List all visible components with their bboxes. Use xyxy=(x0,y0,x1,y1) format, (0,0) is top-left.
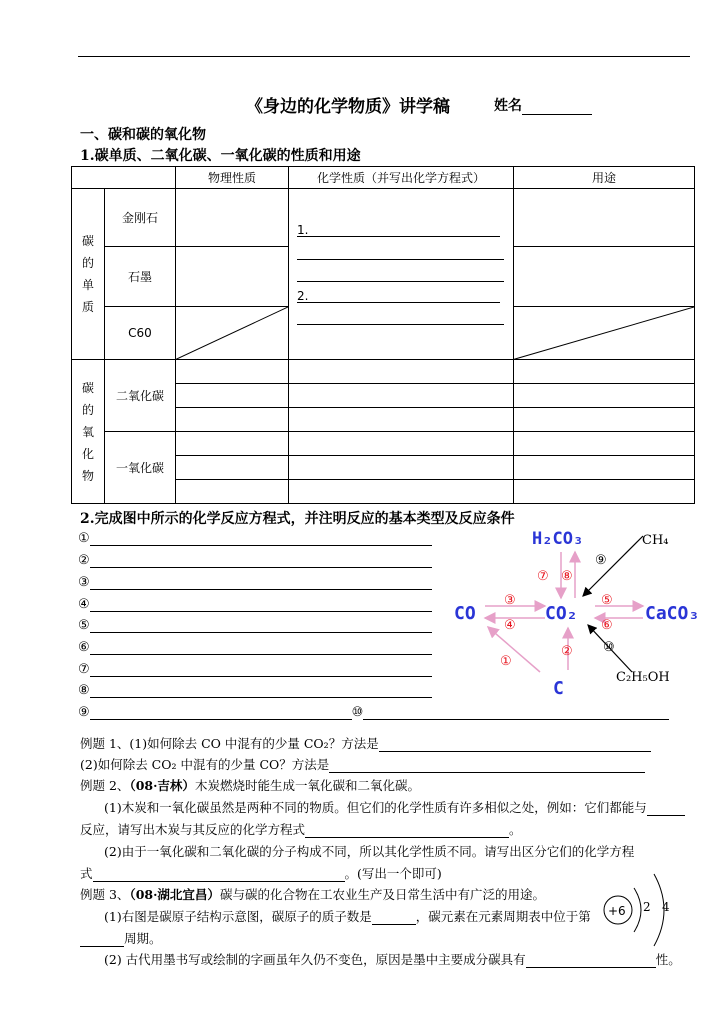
diagonal-cell xyxy=(514,306,695,359)
answer-blank[interactable] xyxy=(379,737,651,752)
table-cell[interactable] xyxy=(176,360,289,384)
answer-line xyxy=(297,302,500,303)
table-cell[interactable] xyxy=(514,432,695,456)
table-cell[interactable] xyxy=(514,456,695,480)
table-cell[interactable] xyxy=(289,432,514,456)
co-label: CO xyxy=(454,603,476,624)
reaction-number: ⑥ xyxy=(78,640,90,655)
example3-q1-line2: 周期。 xyxy=(80,929,162,947)
page-title: 《身边的化学物质》讲学稿 xyxy=(246,97,450,117)
reaction-answer-item xyxy=(78,530,432,546)
subsection-heading-1: 1.碳单质、二氧化碳、一氧化碳的性质和用途 xyxy=(80,148,361,164)
reaction-number: ⑤ xyxy=(78,618,90,633)
shell1-electrons: 2 xyxy=(643,900,651,914)
table-cell[interactable] xyxy=(514,189,695,247)
subsection-heading-2: 2.完成图中所示的化学反应方程式，并注明反应的基本类型及反应条件 xyxy=(80,511,515,527)
table-row xyxy=(72,189,695,247)
table-cell[interactable] xyxy=(176,480,289,504)
answer-blank[interactable] xyxy=(90,662,432,677)
answer-blank[interactable] xyxy=(372,910,416,925)
table-cell[interactable] xyxy=(176,247,289,306)
answer-line xyxy=(297,324,504,325)
reaction-number-6: ⑥ xyxy=(601,618,613,633)
table-cell[interactable] xyxy=(514,360,695,384)
reaction-number: ⑦ xyxy=(78,662,90,677)
reaction-number: ④ xyxy=(78,597,90,612)
table-cell[interactable] xyxy=(514,247,695,306)
answer-blank[interactable] xyxy=(90,705,352,720)
group-label-carbon-oxide: 碳 的 氧 化 物 xyxy=(72,360,105,504)
reaction-number-4: ④ xyxy=(504,618,516,633)
example2-q1-line2: 反应，请写出木炭与其反应的化学方程式 。 xyxy=(80,822,522,837)
reaction-answer-item xyxy=(78,661,432,677)
col-header-chemical: 化学性质（并写出化学方程式） xyxy=(289,167,514,189)
reaction-answer-item xyxy=(78,574,432,590)
answer-line xyxy=(297,281,504,282)
reaction-diagram xyxy=(440,522,715,702)
reaction-answer-item xyxy=(78,682,432,698)
reaction-number-10: ⑩ xyxy=(603,640,615,655)
reaction-number-3: ③ xyxy=(504,593,516,608)
arrow-1 xyxy=(488,627,540,672)
name-blank[interactable] xyxy=(522,100,592,115)
co2-label: CO₂ xyxy=(545,603,578,624)
reaction-answer-item xyxy=(78,552,432,568)
table-header-row xyxy=(72,167,695,189)
example3-q1-line1: (1)右图是碳原子结构示意图，碳原子的质子数是 ，碳元素在元素周期表中位于第 xyxy=(104,909,591,924)
answer-blank[interactable] xyxy=(90,597,432,612)
answer-blank[interactable] xyxy=(363,705,669,720)
ch4-label: CH₄ xyxy=(642,533,669,548)
reaction-number-9: ⑨ xyxy=(595,553,607,568)
table-cell[interactable] xyxy=(289,480,514,504)
reaction-number: ⑩ xyxy=(351,705,364,720)
answer-blank[interactable] xyxy=(90,618,432,633)
answer-blank[interactable] xyxy=(329,758,645,773)
electron-shell-1 xyxy=(634,888,641,932)
h2co3-label: H₂CO₃ xyxy=(532,529,584,549)
carbon-atom-diagram xyxy=(596,866,676,950)
table-cell[interactable] xyxy=(289,408,514,432)
reaction-number: ② xyxy=(78,553,90,568)
row-label-co: 一氧化碳 xyxy=(105,432,176,504)
name-field xyxy=(494,95,592,115)
table-cell[interactable] xyxy=(176,384,289,408)
table-cell[interactable] xyxy=(176,408,289,432)
answer-blank[interactable] xyxy=(526,953,656,968)
example2-q1-line1: (1)木炭和一氧化碳虽然是两种不同的物质。但它们的化学性质有许多相似之处，例如：它们都能与 xyxy=(104,798,685,816)
answer-blank[interactable] xyxy=(90,575,432,590)
properties-table xyxy=(71,166,695,504)
chem-properties-cell[interactable]: 1. 2. xyxy=(289,189,514,360)
example2-q2-line2: 式 。(写出一个即可) xyxy=(80,866,442,881)
answer-blank[interactable] xyxy=(90,640,432,655)
reaction-number-1: ① xyxy=(500,654,512,669)
reaction-number: ⑨ xyxy=(78,705,90,720)
reaction-number-2: ② xyxy=(561,644,573,659)
shell2-electrons: 4 xyxy=(662,900,670,914)
group-label-carbon-element: 碳 的 单 质 xyxy=(72,189,105,360)
row-label-graphite: 石墨 xyxy=(105,247,176,306)
reaction-number-5: ⑤ xyxy=(601,593,613,608)
header-rule xyxy=(78,56,690,57)
section-heading: 一、碳和碳的氧化物 xyxy=(80,127,206,143)
col-header-use: 用途 xyxy=(514,167,695,189)
answer-line xyxy=(297,236,500,237)
table-cell[interactable] xyxy=(176,189,289,247)
reaction-number-7: ⑦ xyxy=(537,569,549,584)
reaction-number: ⑧ xyxy=(78,683,90,698)
row-label-diamond: 金刚石 xyxy=(105,189,176,247)
c-label: C xyxy=(553,678,564,699)
table-cell[interactable] xyxy=(176,456,289,480)
col-header-physical: 物理性质 xyxy=(176,167,289,189)
answer-blank[interactable] xyxy=(80,932,124,947)
table-row xyxy=(72,432,695,456)
table-cell[interactable] xyxy=(289,384,514,408)
example1-q1: 例题 1、(1)如何除去 CO 中混有的少量 CO₂？方法是 xyxy=(80,734,651,752)
example3-q2: (2) 古代用墨书写或绘制的字画虽年久仍不变色，原因是墨中主要成分碳具有 性。 xyxy=(104,952,681,967)
table-cell[interactable] xyxy=(289,360,514,384)
c2h5oh-label: C₂H₅OH xyxy=(616,670,670,685)
arrow-9 xyxy=(583,536,643,596)
row-label-c60: C60 xyxy=(105,306,176,359)
reaction-number: ① xyxy=(78,531,90,546)
table-corner-cell xyxy=(72,167,176,189)
table-cell[interactable] xyxy=(514,384,695,408)
reaction-number-8: ⑧ xyxy=(561,569,573,584)
answer-blank[interactable] xyxy=(305,823,509,838)
answer-blank[interactable] xyxy=(93,867,345,882)
answer-line xyxy=(297,259,504,260)
reaction-answer-item xyxy=(78,617,432,633)
answer-blank[interactable] xyxy=(90,683,432,698)
answer-blank[interactable] xyxy=(647,801,685,816)
table-cell[interactable] xyxy=(514,480,695,504)
answer-blank[interactable] xyxy=(90,531,432,546)
diagonal-cell xyxy=(176,306,289,359)
reaction-number: ③ xyxy=(78,575,90,590)
table-cell[interactable] xyxy=(176,432,289,456)
table-cell[interactable] xyxy=(289,456,514,480)
reaction-answer-item xyxy=(78,704,669,720)
nucleus-charge: +6 xyxy=(608,904,626,918)
table-row xyxy=(72,360,695,384)
reaction-answer-item xyxy=(78,596,432,612)
example2-heading: 例题 2、（08·吉林）木炭燃烧时能生成一氧化碳和二氧化碳。 xyxy=(80,778,420,793)
example1-q2: (2)如何除去 CO₂ 中混有的少量 CO？方法是 xyxy=(80,755,645,773)
example2-q2-line1: (2)由于一氧化碳和二氧化碳的分子构成不同，所以其化学性质不同。请写出区分它们的化学方程 xyxy=(104,844,635,859)
answer-blank[interactable] xyxy=(90,553,432,568)
reaction-answer-item xyxy=(78,639,432,655)
caco3-label: CaCO₃ xyxy=(645,603,700,624)
example3-heading: 例题 3、（08·湖北宜昌）碳与碳的化合物在工农业生产及日常生活中有广泛的用途。 xyxy=(80,887,545,902)
name-label: 姓名 xyxy=(494,98,522,114)
row-label-co2: 二氧化碳 xyxy=(105,360,176,432)
table-cell[interactable] xyxy=(514,408,695,432)
